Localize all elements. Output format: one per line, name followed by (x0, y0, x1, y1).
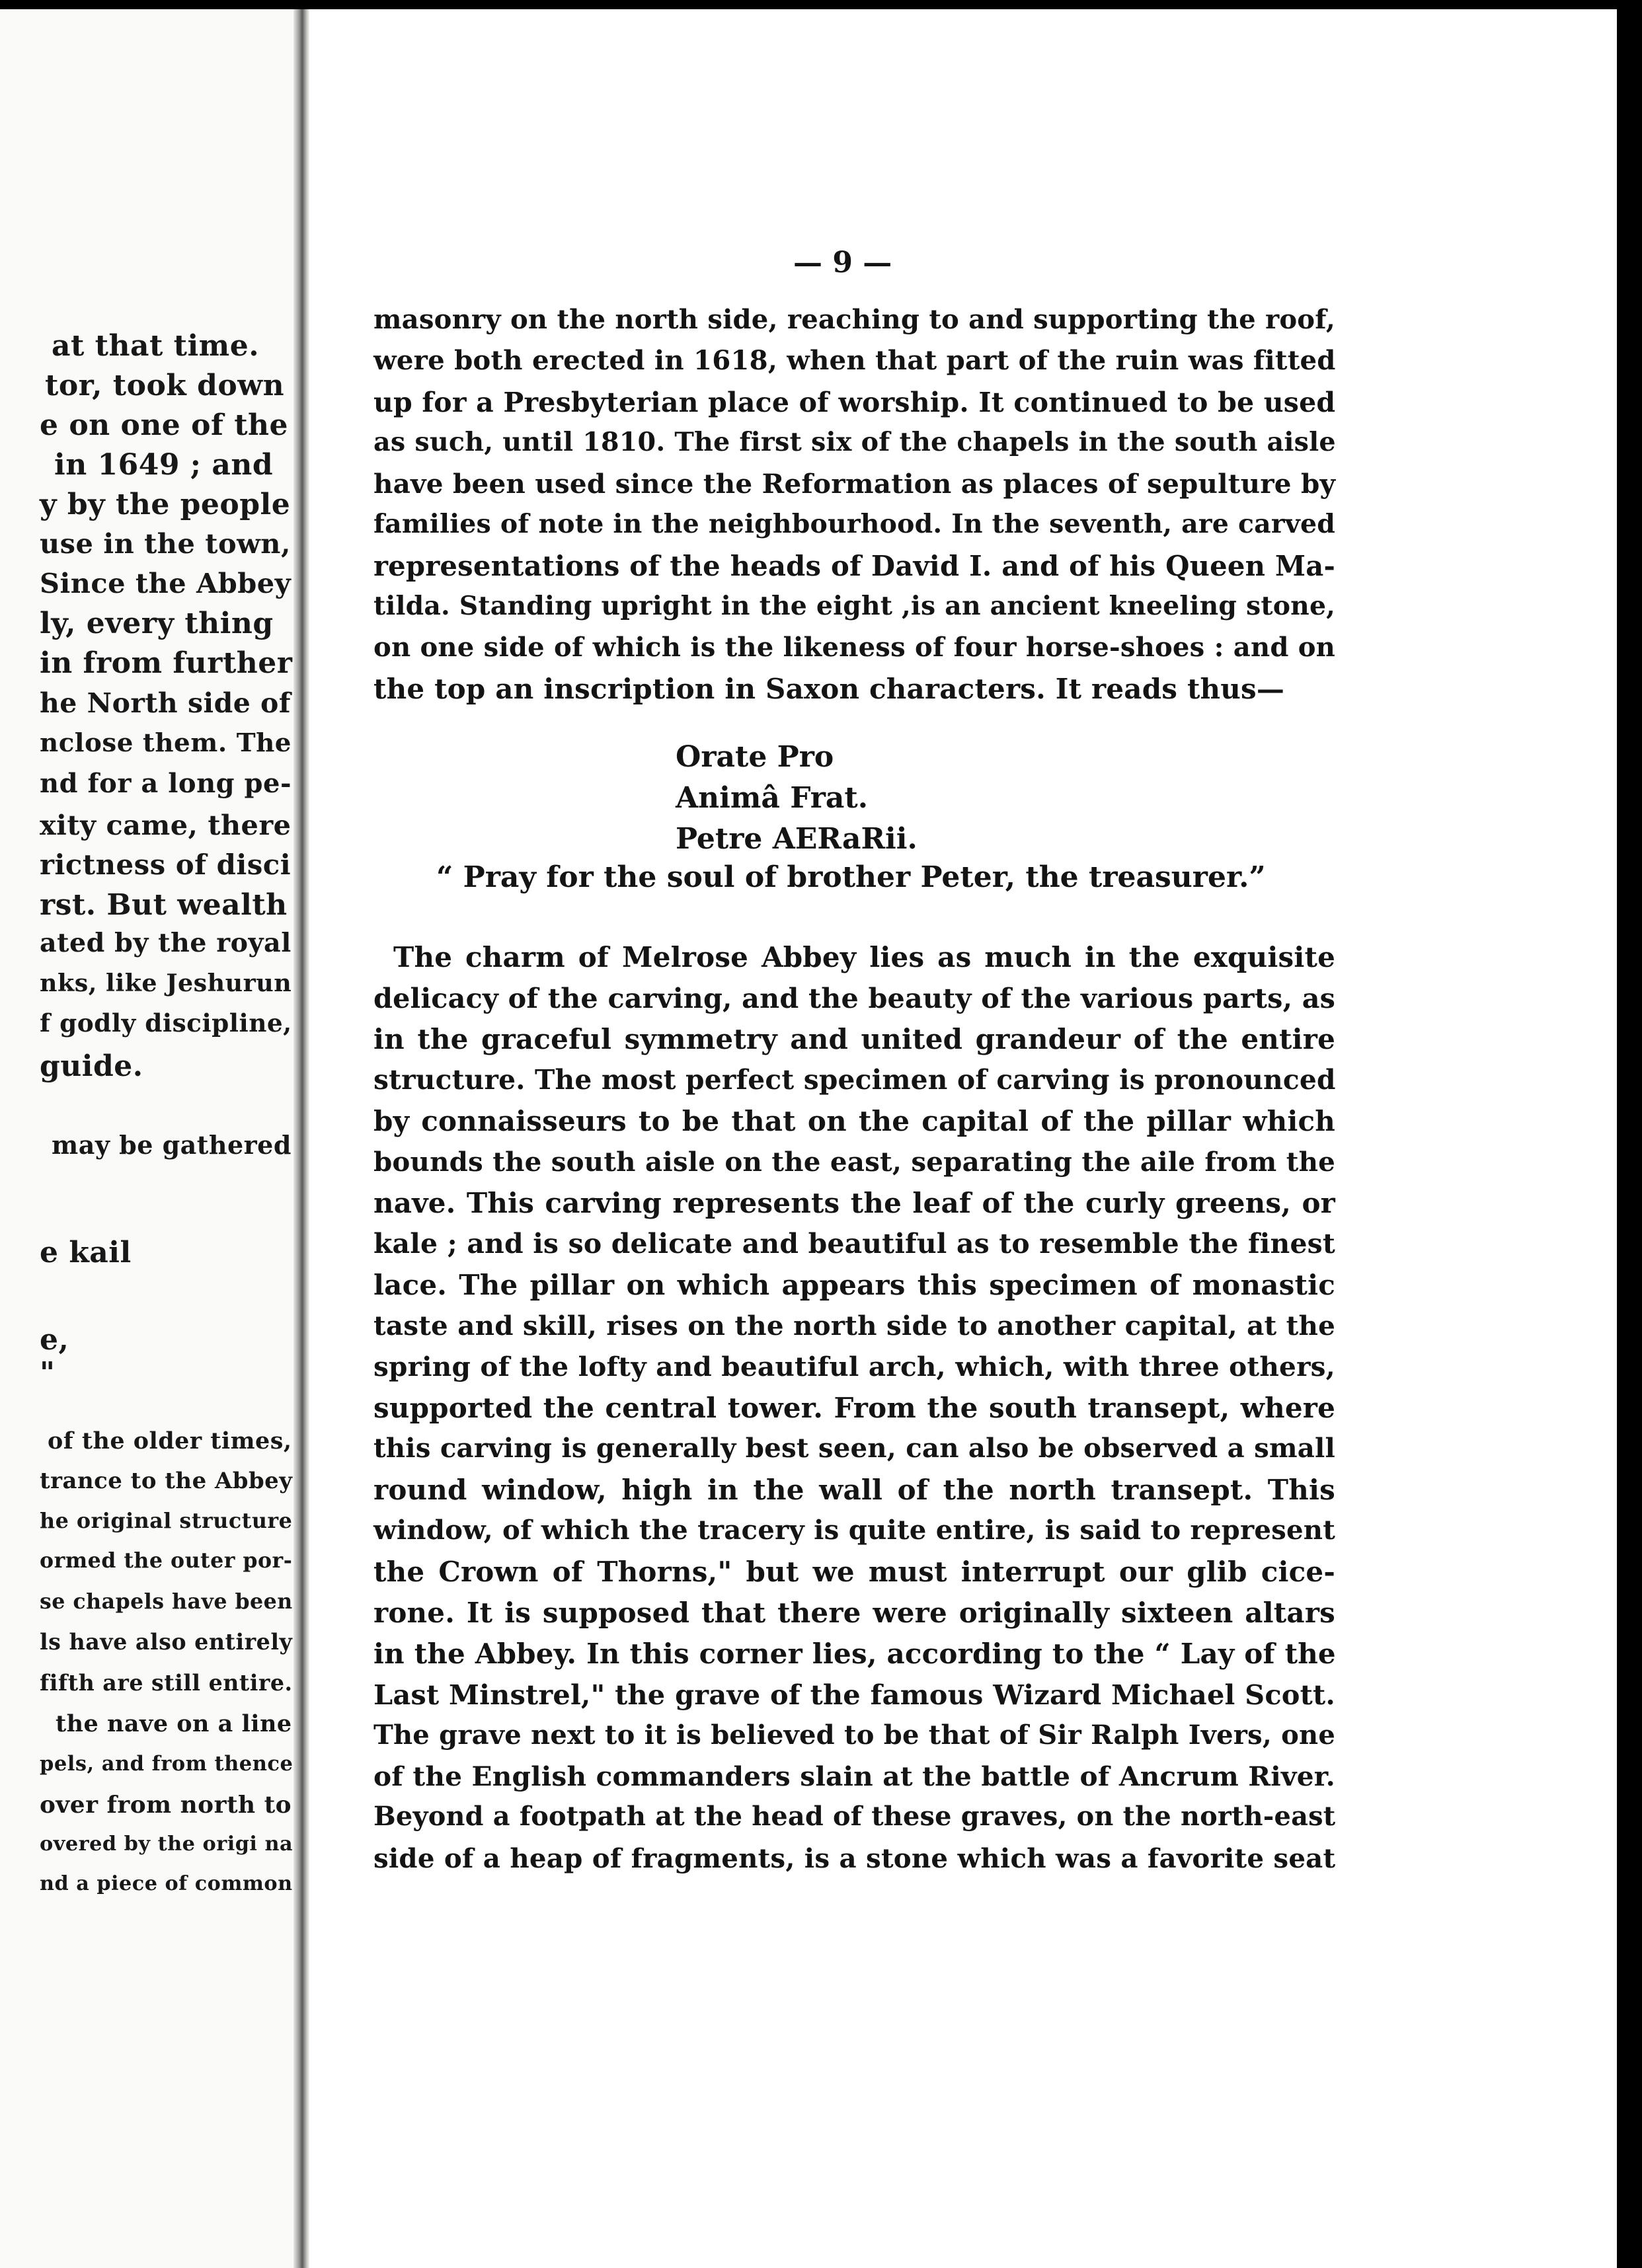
prev-page-line: of the older times, (48, 1427, 292, 1455)
text-line: The charm of Melrose Abbey lies as much in the exquisite (393, 941, 1335, 973)
text-line: as such, until 1810. The first six of the chapels in the south aisle (373, 427, 1336, 457)
prev-page-line: guide. (40, 1049, 143, 1083)
prev-page-line: in 1649 ; and (54, 448, 274, 482)
prev-page-line: nd a piece of common (40, 1872, 293, 1895)
prev-page-line: e kail (40, 1236, 132, 1269)
text-line: spring of the lofty and beautiful arch, which, with three others, (373, 1351, 1335, 1382)
text-line: rone. It is supposed that there were originally sixteen altars (373, 1597, 1335, 1629)
text-line: up for a Presbyterian place of worship. It continued to be used (373, 386, 1336, 418)
prev-page-line: he original structure (40, 1509, 293, 1533)
text-line: nave. This carving represents the leaf of the curly greens, or (373, 1187, 1335, 1219)
inscription-translation: “ Pray for the soul of brother Peter, the treasurer.” (436, 860, 1266, 894)
text-line: The grave next to it is believed to be that of Sir Ralph Ivers, one (373, 1720, 1335, 1751)
prev-page-line: Since the Abbey (40, 567, 292, 599)
prev-page-line: nclose them. The (40, 728, 292, 758)
prev-page-line: ly, every thing (40, 607, 274, 640)
previous-page-edge (0, 9, 299, 2268)
prev-page-line: use in the town, (40, 527, 291, 560)
text-line: have been used since the Reformation as places of sepulture by (373, 468, 1336, 500)
text-line: supported the central tower. From the south transept, where (373, 1392, 1335, 1424)
prev-page-line: may be gathered (52, 1130, 292, 1160)
prev-page-line: pels, and from thence (40, 1752, 293, 1776)
text-line: in the Abbey. In this corner lies, according to the “ Lay of the (373, 1638, 1336, 1670)
prev-page-line: nks, like Jeshurun (40, 969, 292, 997)
text-line: by connaisseurs to be that on the capital of the pillar which (373, 1105, 1335, 1137)
prev-page-line: e, (40, 1323, 69, 1357)
prev-page-line: e on one of the (40, 408, 289, 442)
text-line: representations of the heads of David I. and of his Queen Ma- (373, 550, 1335, 582)
text-line: lace. The pillar on which appears this specimen of monastic (373, 1269, 1335, 1301)
prev-page-line: he North side of (40, 687, 291, 719)
prev-page-line: at that time. (52, 329, 260, 363)
text-line: structure. The most perfect specimen of carving is pronounced (373, 1064, 1336, 1096)
prev-page-line: ls have also entirely (40, 1629, 293, 1655)
text-line: tilda. Standing upright in the eight ,is an ancient kneeling stone, (373, 591, 1336, 621)
prev-page-line: fifth are still entire. (40, 1670, 293, 1696)
inscription-line: Orate Pro (676, 740, 834, 774)
inscription-line: Animâ Frat. (676, 781, 869, 815)
prev-page-line: y by the people (40, 488, 291, 521)
prev-page-line: rst. But wealth (40, 888, 288, 922)
text-line: Beyond a footpath at the head of these graves, on the north-east (373, 1801, 1336, 1832)
prev-page-line: tor, took down (45, 369, 285, 402)
prev-page-line: ormed the outer por- (40, 1548, 293, 1573)
prev-page-line: se chapels have been (40, 1589, 293, 1614)
text-line: families of note in the neighbourhood. In the seventh, are carved (373, 509, 1335, 539)
prev-page-line: the nave on a line (56, 1710, 292, 1737)
text-line: masonry on the north side, reaching to and supporting the roof, (373, 304, 1335, 335)
text-line: delicacy of the carving, and the beauty of the various parts, as (373, 982, 1336, 1014)
text-line: side of a heap of fragments, is a stone which was a favorite seat (373, 1842, 1336, 1874)
page-fold (293, 9, 309, 2268)
prev-page-line: ated by the royal (40, 928, 292, 958)
prev-page-line: rictness of disci (40, 849, 292, 881)
text-line: window, of which the tracery is quite entire, is said to represent (373, 1515, 1335, 1546)
prev-page-line: in from further (40, 646, 293, 680)
text-line: on one side of which is the likeness of four horse-shoes : and on (373, 632, 1336, 663)
scan-border-top (0, 0, 1642, 9)
text-line: the Crown of Thorns," but we must interrupt our glib cice- (373, 1556, 1335, 1588)
text-line: this carving is generally best seen, can also be observed a small (373, 1433, 1335, 1464)
page-number: — 9 — (793, 246, 892, 280)
text-line: the top an inscription in Saxon characters. It reads thus— (373, 673, 1285, 705)
text-line: bounds the south aisle on the east, separating the aile from the (373, 1146, 1335, 1178)
scan-border-right (1617, 0, 1642, 2268)
inscription-line: Petre AERaRii. (676, 822, 918, 856)
text-line: kale ; and is so delicate and beautiful as to resemble the finest (373, 1228, 1335, 1260)
text-line: in the graceful symmetry and united grandeur of the entire (373, 1023, 1335, 1055)
prev-page-line: f godly discipline, (40, 1008, 292, 1038)
text-line: were both erected in 1618, when that part of the ruin was fitted (373, 345, 1336, 376)
text-line: round window, high in the wall of the north transept. This (373, 1474, 1335, 1506)
prev-page-line: trance to the Abbey (40, 1467, 293, 1493)
prev-page-line: xity came, there (40, 809, 292, 841)
prev-page-line: nd for a long pe- (40, 768, 292, 799)
prev-page-line: " (40, 1356, 56, 1390)
prev-page-line: overed by the origi na (40, 1833, 293, 1856)
text-line: of the English commanders slain at the battle of Ancrum River. (373, 1760, 1335, 1792)
prev-page-line: over from north to (40, 1791, 292, 1819)
text-line: Last Minstrel," the grave of the famous Wizard Michael Scott. (373, 1679, 1335, 1711)
text-line: taste and skill, rises on the north side to another capital, at the (373, 1310, 1335, 1342)
